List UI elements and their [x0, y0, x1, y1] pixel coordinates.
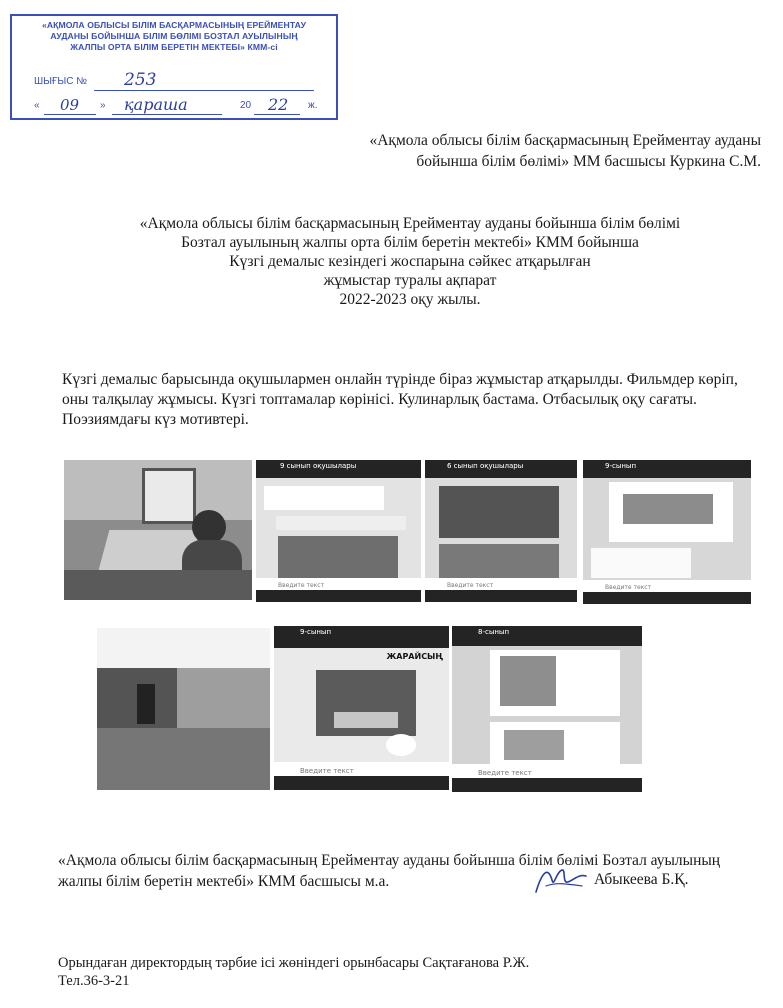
- stamp-year-line: [254, 114, 300, 115]
- stamp-date-day: 09: [60, 96, 80, 114]
- chat-input-placeholder: Введите текст: [278, 582, 325, 589]
- stamp-org-line: «АҚМОЛА ОБЛЫСЫ БІЛІМ БАСҚАРМАСЫНЫҢ ЕРЕЙМЕНТАУ: [41, 20, 307, 30]
- addressee-line: бойынша білім бөлімі» ММ басшысы Куркина С.М.: [416, 153, 761, 170]
- chat-title: 8-сынып: [478, 628, 510, 636]
- photo-student-at-laptop: [64, 460, 252, 600]
- addressee: [291, 130, 761, 172]
- stamp-month-line: [112, 114, 222, 115]
- stamp-number-line: [94, 90, 314, 91]
- stamp-outgoing-label: ШЫҒЫС №: [34, 76, 88, 87]
- title-line: жұмыстар туралы ақпарат: [323, 272, 497, 289]
- photo-chat-screenshot: [452, 626, 642, 792]
- body-paragraph: Күзгі демалыс барысында оқушылармен онлайн түрінде біраз жұмыстар атқарылды. Фильмдер көріп, оны талқылау жұмысы. Күзгі топтамалар көрінісі. Кулинарлық бастама. Отбасылық оқу сағаты. Поэзиямдағы күз мотивтері.: [62, 371, 738, 428]
- stamp-org-line: ЖАЛПЫ ОРТА БІЛІМ БЕРЕТІН МЕКТЕБІ» КММ-сі: [70, 42, 278, 52]
- chat-title: 9 сынып оқушылары: [280, 462, 357, 470]
- photo-chat-screenshot: [583, 460, 751, 604]
- chat-input-placeholder: Введите текст: [300, 767, 354, 775]
- stamp-date-quote-close: »: [100, 100, 106, 111]
- stamp-date-month: қараша: [124, 95, 188, 114]
- title-line: Бозтал ауылының жалпы орта білім беретін мектебі» КММ бойынша: [181, 234, 639, 251]
- phone-line: Тел.36-3-21: [58, 973, 130, 989]
- stamp-day-line: [44, 114, 96, 115]
- chat-input-placeholder: Введите текст: [447, 582, 494, 589]
- title-line: Күзгі демалыс кезіндегі жоспарына сәйкес атқарылған: [229, 253, 591, 270]
- photo-chat-screenshot: [256, 460, 421, 602]
- handwritten-signature: [532, 862, 590, 898]
- stamp-year-unit: ж.: [308, 100, 318, 111]
- chat-input-placeholder: Введите текст: [478, 769, 532, 777]
- signer-name: Абыкеева Б.Қ.: [594, 871, 689, 888]
- executor-line: Орындаған директордың тәрбие ісі жөніндегі орынбасары Сақтағанова Р.Ж.: [58, 955, 530, 971]
- stamp-organization: [16, 20, 332, 53]
- chat-title: 9-сынып: [300, 628, 332, 636]
- stamp-org-line: АУДАНЫ БОЙЫНША БІЛІМ БӨЛІМІ БОЗТАЛ АУЫЛЫНЫҢ: [50, 31, 298, 41]
- chat-title: 6 сынып оқушылары: [447, 462, 524, 470]
- document-title: [70, 214, 750, 309]
- photo-outdoor-cleanup: [97, 628, 270, 790]
- addressee-line: «Ақмола облысы білім басқармасының Ерейментау ауданы: [369, 132, 761, 149]
- chat-banner: ЖАРАЙСЫҢ: [386, 652, 443, 661]
- photo-chat-screenshot: [274, 626, 449, 790]
- signature-block-text: «Ақмола облысы білім басқармасының Ерейментау ауданы бойынша білім бөлімі Бозтал ауылының жалпы білім беретін мектебі» КММ басшысы м.а.: [58, 852, 721, 890]
- footer: [58, 954, 758, 990]
- stamp-outgoing-number: 253: [124, 70, 157, 90]
- title-line: 2022-2023 оқу жылы.: [339, 291, 481, 308]
- title-line: «Ақмола облысы білім басқармасының Ерейментау ауданы бойынша білім бөлімі: [139, 215, 681, 232]
- chat-input-placeholder: Введите текст: [605, 584, 652, 591]
- photo-chat-screenshot: [425, 460, 577, 602]
- chat-title: 9-сынып: [605, 462, 637, 470]
- registration-stamp: [10, 14, 338, 120]
- stamp-year-suffix: 22: [268, 95, 289, 114]
- stamp-year-prefix: 20: [240, 100, 252, 111]
- stamp-date-quote-open: «: [34, 100, 40, 111]
